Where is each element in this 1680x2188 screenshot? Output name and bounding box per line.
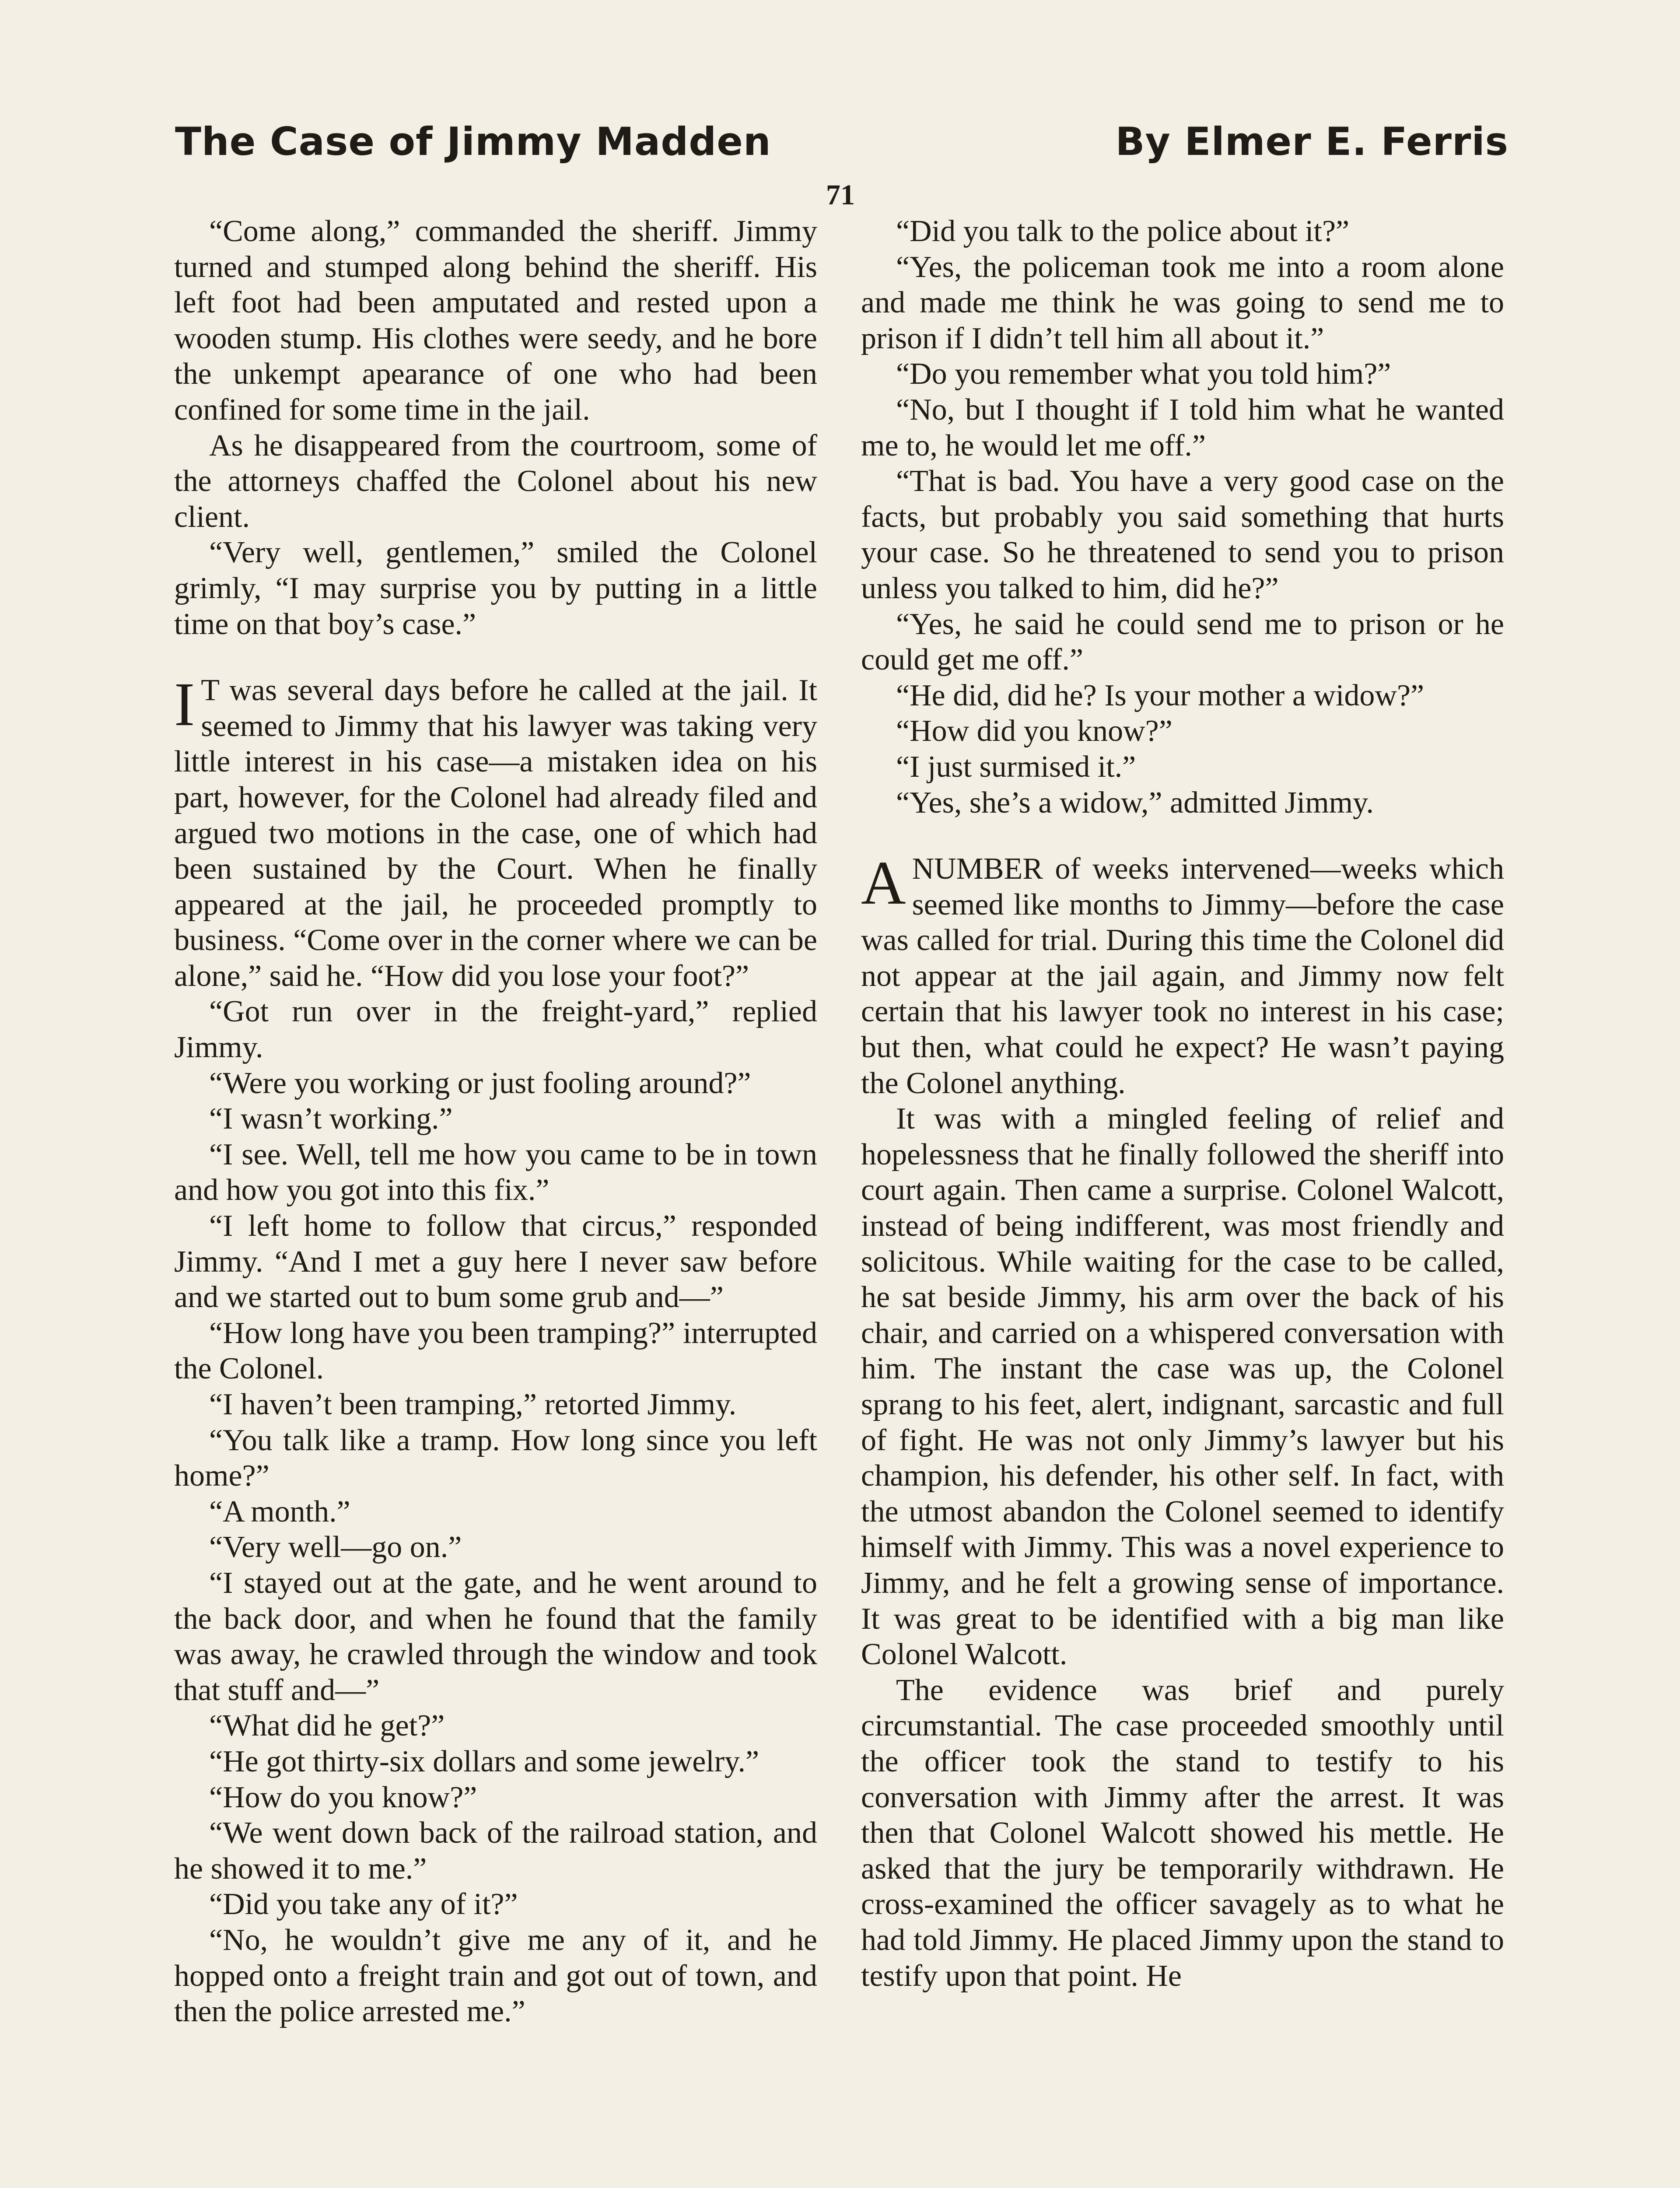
paragraph: “No, he wouldn’t give me any of it, and he hopped onto a freight train and got out of town, and then the police arrested me.” (174, 1923, 817, 2029)
paragraph: “No, but I thought if I told him what he wanted me to, he would let me off.” (861, 393, 1504, 463)
section-paragraph (174, 670, 817, 994)
paragraph: “How do you know?” (209, 1780, 477, 1814)
paragraph: As he disappeared from the courtroom, some of the attorneys chaffed the Colonel about his new client. (174, 428, 817, 534)
paragraph: “I see. Well, tell me how you came to be in town and how you got into this fix.” (174, 1137, 817, 1207)
drop-cap: A (861, 848, 906, 918)
paragraph: “We went down back of the railroad station, and he showed it to me.” (174, 1816, 817, 1886)
paragraph: “Yes, the policeman took me into a room alone and made me think he was going to send me to prison if I didn’t tell him all about it.” (861, 250, 1504, 355)
right-column (861, 214, 1504, 1994)
section-paragraph (861, 848, 1504, 1101)
paragraph: “Did you talk to the police about it?” (896, 214, 1350, 248)
paragraph: “What did he get?” (209, 1709, 445, 1743)
paragraph: “Very well—go on.” (209, 1530, 462, 1564)
paragraph: “Did you take any of it?” (209, 1887, 518, 1922)
paragraph: “Very well, gentlemen,” smiled the Colonel grimly, “I may surprise you by putting in a little time on that boy’s case.” (174, 536, 817, 641)
paragraph-text: T was several days before he called at the jail. It seemed to Jimmy that his lawyer was taking very little interest in his case—a mistaken idea on his part, however, for the Colonel had already filed and argued two motions in the case, one of which had been sustained by the Court. When he finally appeared at the jail, he proceeded promptly to business. “Come over in the corner where we can be alone,” said he. “How did you lose your foot?” (174, 673, 817, 993)
paragraph: It was with a mingled feeling of relief and hopelessness that he finally followed the sheriff into court again. Then came a surprise. Colonel Walcott, instead of being indifferent, was most friendly and solicitous. While waiting for the case to be called, he sat beside Jimmy, his arm over the back of his chair, and carried on a whispered conversation with him. The instant the case was up, the Colonel sprang to his feet, alert, indignant, sarcastic and full of fight. He was not only Jimmy’s lawyer but his champion, his defender, his other self. In fact, with the utmost abandon the Colonel seemed to identify himself with Jimmy. This was a novel experience to Jimmy, and he felt a growing sense of importance. It was great to be identified with a big man like Colonel Walcott. (861, 1102, 1504, 1672)
author-byline: By Elmer E. Ferris (1115, 119, 1508, 164)
paragraph: “Yes, she’s a widow,” admitted Jimmy. (896, 785, 1374, 820)
paragraph: “Yes, he said he could send me to prison or he could get me off.” (861, 607, 1504, 677)
paragraph: “He did, did he? Is your mother a widow?” (896, 678, 1424, 712)
paragraph: “I just surmised it.” (896, 750, 1136, 784)
paragraph: “Come along,” commanded the sheriff. Jimmy turned and stumped along behind the sheriff. His left foot had been amputated and rested upon a wooden stump. His clothes were seedy, and he bore the unkempt apearance of one who had been confined for some time in the jail. (174, 214, 817, 427)
paragraph: “He got thirty-six dollars and some jewelry.” (209, 1744, 760, 1778)
paragraph: “You talk like a tramp. How long since you left home?” (174, 1423, 817, 1493)
left-column (174, 214, 817, 2030)
paragraph: “A month.” (209, 1494, 350, 1529)
paragraph: “Were you working or just fooling around?” (209, 1066, 751, 1100)
paragraph: “How long have you been tramping?” interrupted the Colonel. (174, 1316, 817, 1386)
paragraph: “I haven’t been tramping,” retorted Jimmy. (209, 1388, 737, 1421)
paragraph: “How did you know?” (896, 714, 1172, 748)
paragraph: The evidence was brief and purely circumstantial. The case proceeded smoothly until the officer took the stand to testify to his conversation with Jimmy after the arrest. It was then that Colonel Walcott showed his mettle. He asked that the jury be temporarily withdrawn. He cross-examined the officer savagely as to what he had told Jimmy. He placed Jimmy upon the stand to testify upon that point. He (861, 1673, 1504, 1993)
drop-cap: I (174, 670, 195, 739)
paragraph-text: NUMBER of weeks intervened—weeks which seemed like months to Jimmy—before the case was called for trial. During this time the Colonel did not appear at the jail again, and Jimmy now felt certain that his lawyer took no interest in his case; but then, what could he expect? He wasn’t paying the Colonel anything. (861, 852, 1504, 1100)
paragraph: “That is bad. You have a very good case on the facts, but probably you said something that hurts your case. So he threatened to send you to prison unless you talked to him, did he?” (861, 464, 1504, 605)
paragraph: “I left home to follow that circus,” responded Jimmy. “And I met a guy here I never saw before and we started out to bum some grub and—” (174, 1209, 817, 1315)
paragraph: “I wasn’t working.” (209, 1102, 453, 1136)
paragraph: “Got run over in the freight-yard,” replied Jimmy. (174, 995, 817, 1065)
paragraph: “Do you remember what you told him?” (896, 357, 1391, 391)
paragraph: “I stayed out at the gate, and he went around to the back door, and when he found that the family was away, he crawled through the window and took that stuff and—” (174, 1566, 817, 1707)
page-number: 71 (826, 179, 855, 211)
story-title: The Case of Jimmy Madden (175, 119, 771, 164)
